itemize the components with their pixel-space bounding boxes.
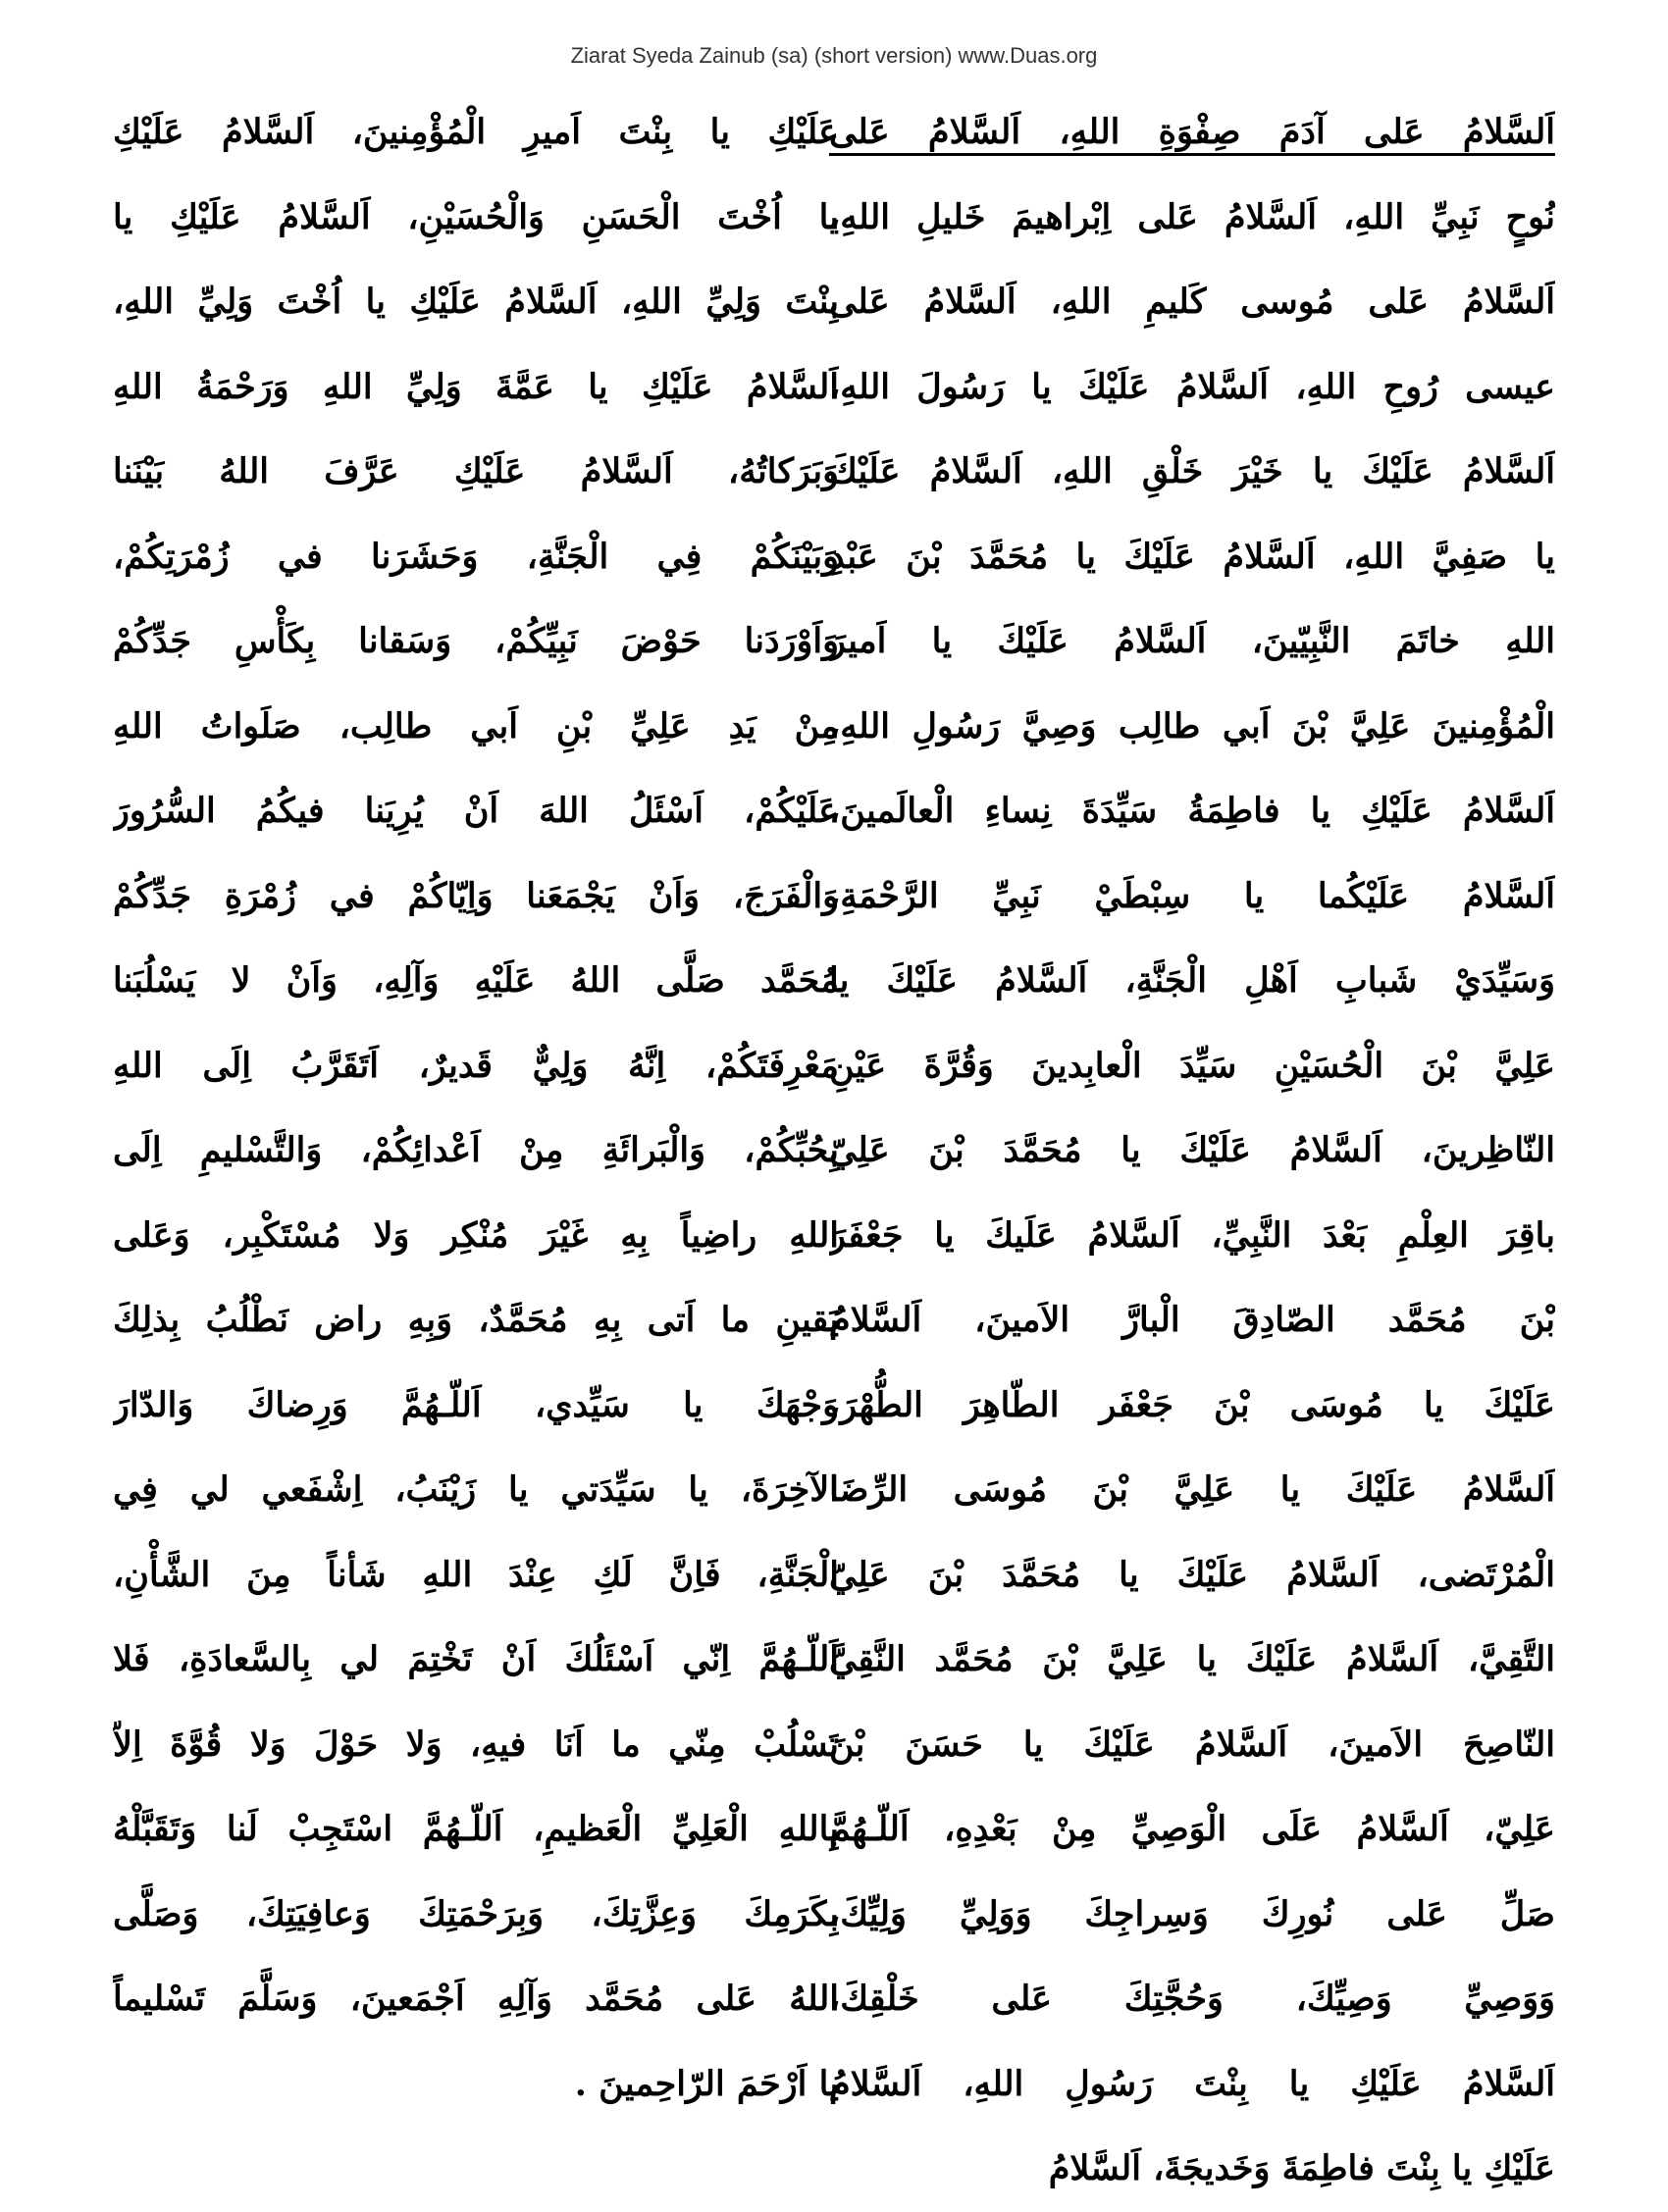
left-column-line-5 <box>113 430 839 515</box>
left-column-line-text: اَلسَّلامُ عَلَيْكِ يا عَمَّةَ وَلِيِّ اللهِ وَرَحْمَةُ اللهِ <box>113 366 839 407</box>
left-column-line-text: وَبَيْنَكُمْ فِي الْجَنَّةِ، وَحَشَرَنا في زُمْرَتِكُمْ، <box>113 536 839 577</box>
left-column-line-text: وَالْفَرَجَ، وَاَنْ يَجْمَعَنا وَاِيّاكُمْ في زُمْرَةِ جَدِّكُمْ <box>113 875 839 916</box>
right-column-line-text: عَلِيَّ بْنَ الْحُسَيْنِ سَيِّدَ الْعابِدينَ وَقُرَّةَ عَيْنِ <box>829 1045 1555 1086</box>
right-column-line-text: اَلسَّلامُ عَلى مُوسى كَليمِ اللهِ، اَلسَّلامُ عَلى <box>829 282 1555 322</box>
right-column-line-14 <box>829 1194 1555 1279</box>
left-column-line-12 <box>113 1024 839 1109</box>
right-column-line-5 <box>829 430 1555 515</box>
right-column-line-text: وَسَيِّدَيْ شَبابِ اَهْلِ الْجَنَّةِ، اَلسَّلامُ عَلَيْكَ يا <box>829 960 1555 1001</box>
left-column-line-9 <box>113 769 839 854</box>
left-column-line-text: مِنْ يَدِ عَلِيِّ بْنِ اَبي طالِب، صَلَواتُ اللهِ <box>113 705 839 746</box>
left-column-line-1 <box>113 90 839 176</box>
left-column-line-6 <box>113 515 839 600</box>
right-column-line-text: الْمُؤْمِنينَ عَلِيَّ بْنَ اَبي طالِب وَصِيَّ رَسُولِ اللهِ، <box>829 705 1555 746</box>
right-column-line-text: عَلِيّ، اَلسَّلامُ عَلَى الْوَصِيِّ مِنْ بَعْدِهِ، اَللّـهُمَّ <box>829 1809 1555 1849</box>
right-column-line-text: اَلسَّلامُ عَلَيْكِ يا فاطِمَةُ سَيِّدَةَ نِساءِ الْعالَمينَ، <box>829 791 1555 831</box>
right-column-line-19 <box>829 1618 1555 1703</box>
left-column-line-23 <box>113 1957 839 2042</box>
right-column <box>829 90 1555 2212</box>
left-column-line-22 <box>113 1873 839 1958</box>
left-column-line-text: مَعْرِفَتَكُمْ، اِنَّهُ وَلِيٌّ قَديرٌ، اَتَقَرَّبُ اِلَى اللهِ <box>113 1045 839 1086</box>
left-column-line-2 <box>113 176 839 261</box>
left-column-line-15 <box>113 1278 839 1363</box>
left-column-line-7 <box>113 599 839 685</box>
left-column-line-text: وَجْهَكَ يا سَيِّدي، اَللّـهُمَّ وَرِضاكَ وَالدّارَ <box>113 1384 839 1425</box>
left-column-line-text: بِاللهِ الْعَلِيِّ الْعَظيمِ، اَللّـهُمَّ اسْتَجِبْ لَنا وَتَقَبَّلْهُ <box>113 1809 839 1849</box>
right-column-line-text: بْنَ مُحَمَّد الصّادِقَ الْبارَّ الاَمينَ، اَلسَّلامُ <box>829 1300 1555 1340</box>
left-column-line-text: تَسْلُبْ مِنّي ما اَنَا فيهِ، وَلا حَوْلَ وَلا قُوَّةَ اِلاّ <box>113 1723 839 1765</box>
right-column-line-9 <box>829 769 1555 854</box>
left-column-line-text: عَلَيْكُمْ، اَسْئَلُ اللهَ اَنْ يُرِيَنا فيكُمُ السُّرُورَ <box>113 791 839 831</box>
right-column-line-18 <box>829 1533 1555 1619</box>
left-column-line-21 <box>113 1787 839 1873</box>
left-column-line-8 <box>113 685 839 770</box>
right-column-line-text: الْمُرْتَضى، اَلسَّلامُ عَلَيْكَ يا مُحَمَّدَ بْنَ عَلِيّ <box>829 1554 1555 1595</box>
left-column-line-text: يَقينِ ما اَتى بِهِ مُحَمَّدٌ، وَبِهِ راض نَطْلُبُ بِذلِكَ <box>113 1300 839 1340</box>
right-column-line-text: يا صَفِيَّ اللهِ، اَلسَّلامُ عَلَيْكَ يا مُحَمَّدَ بْنَ عَبْدِ <box>829 536 1555 577</box>
right-column-line-text: التَّقِيَّ، اَلسَّلامُ عَلَيْكَ يا عَلِيَّ بْنَ مُحَمَّد النَّقِيَّ <box>829 1639 1555 1679</box>
right-column-line-4 <box>829 345 1555 431</box>
right-column-line-text: اَلسَّلامُ عَلَيْكَ يا عَلِيَّ بْنَ مُوسَى الرِّضَا <box>829 1469 1555 1510</box>
right-column-line-22 <box>829 1873 1555 1958</box>
right-column-line-8 <box>829 685 1555 770</box>
right-column-line-12 <box>829 1024 1555 1109</box>
page-header: Ziarat Syeda Zainub (sa) (short version) www.Duas.org <box>570 43 1098 68</box>
right-column-line-20 <box>829 1703 1555 1788</box>
right-column-line-2 <box>829 176 1555 261</box>
left-column-line-text: وَبَرَكاتُهُ، اَلسَّلامُ عَلَيْكِ عَرَّفَ اللهُ بَيْنَنا <box>113 451 839 491</box>
right-column-line-11 <box>829 939 1555 1024</box>
left-column-line-3 <box>113 260 839 345</box>
left-column-line-14 <box>113 1194 839 1279</box>
right-column-line-text: عَلَيْكَ يا مُوسَى بْنَ جَعْفَر الطّاهِرَ الطُّهْرَ، <box>829 1384 1555 1425</box>
left-column-line-text: اللهِ راضِياً بِهِ غَيْرَ مُنْكِر وَلا مُسْتَكْبِر، وَعَلى <box>113 1214 839 1256</box>
right-column-line-3 <box>829 260 1555 345</box>
right-column-line-text: صَلِّ عَلى نُورِكَ وَسِراجِكَ وَوَلِيِّ وَلِيِّكَ، <box>829 1893 1555 1934</box>
left-column-line-text: عَلَيْكِ يا بِنْتَ اَميرِ الْمُؤْمِنينَ، اَلسَّلامُ عَلَيْكِ <box>113 112 839 152</box>
right-column-line-text: وَوَصِيِّ وَصِيِّكَ، وَحُجَّتِكَ عَلى خَلْقِكَ، <box>829 1979 1555 2019</box>
left-column-line-text: اللهُ عَلى مُحَمَّد وَآلِهِ اَجْمَعينَ، وَسَلَّمَ تَسْليماً <box>113 1979 839 2019</box>
left-column-line-text: بِنْتَ وَلِيِّ اللهِ، اَلسَّلامُ عَلَيْكِ يا اُخْتَ وَلِيِّ اللهِ، <box>113 282 839 322</box>
right-column-line-text: اَلسَّلامُ عَلَيْكَ يا خَيْرَ خَلْقِ اللهِ، اَلسَّلامُ عَلَيْكَ <box>829 451 1555 491</box>
left-column-line-20 <box>113 1703 839 1788</box>
right-column-line-10 <box>829 854 1555 940</box>
right-column-line-24 <box>829 2042 1555 2128</box>
left-column-line-text: بِحُبِّكُمْ، وَالْبَرائَةِ مِنْ اَعْدائِكُمْ، وَالتَّسْليمِ اِلَى <box>113 1130 839 1170</box>
right-column-line-15 <box>829 1278 1555 1363</box>
right-column-line-6 <box>829 515 1555 600</box>
right-column-line-25 <box>829 2127 1555 2212</box>
right-column-line-text: النّاظِرينَ، اَلسَّلامُ عَلَيْكَ يا مُحَمَّدَ بْنَ عَلِيّ <box>829 1130 1555 1170</box>
right-column-line-text: النّاصِحَ الاَمينَ، اَلسَّلامُ عَلَيْكَ يا حَسَنَ بْنَ <box>829 1723 1555 1765</box>
right-column-line-21 <box>829 1787 1555 1873</box>
right-column-line-text: اللهِ خاتَمَ النَّبِيّينَ، اَلسَّلامُ عَلَيْكَ يا اَميرَ <box>829 621 1555 661</box>
left-column-line-text: الآخِرَةَ، يا سَيِّدَتي يا زَيْنَبُ، اِشْفَعي لي فِي <box>113 1469 839 1510</box>
left-column-line-text: بِكَرَمِكَ وَعِزَّتِكَ، وَبِرَحْمَتِكَ وَعافِيَتِكَ، وَصَلَّى <box>113 1893 839 1934</box>
left-column-line-18 <box>113 1533 839 1619</box>
left-column-line-13 <box>113 1108 839 1194</box>
right-column-line-17 <box>829 1448 1555 1533</box>
left-column-line-17 <box>113 1448 839 1533</box>
left-column-line-text: مُحَمَّد صَلَّى اللهُ عَلَيْهِ وَآلِهِ، وَاَنْ لا يَسْلُبَنا <box>113 960 839 1001</box>
right-column-line-16 <box>829 1363 1555 1449</box>
right-column-line-13 <box>829 1108 1555 1194</box>
right-column-line-7 <box>829 599 1555 685</box>
right-column-line-text: نُوحٍ نَبِيِّ اللهِ، اَلسَّلامُ عَلى اِبْراهيمَ خَليلِ اللهِ، <box>829 196 1555 237</box>
right-column-line-23 <box>829 1957 1555 2042</box>
left-column-line-text: يا اَرْحَمَ الرّاحِمينَ . <box>574 2063 839 2104</box>
right-column-line-text: عَلَيْكِ يا بِنْتَ فاطِمَةَ وَخَديجَةَ، اَلسَّلامُ <box>1048 2148 1555 2188</box>
left-column-line-16 <box>113 1363 839 1449</box>
left-column <box>113 90 839 2127</box>
left-column-line-4 <box>113 345 839 431</box>
left-column-line-text: وَاَوْرَدَنا حَوْضَ نَبِيِّكُمْ، وَسَقانا بِكَأْسِ جَدِّكُمْ <box>113 621 839 661</box>
right-column-line-text: اَلسَّلامُ عَلَيْكِ يا بِنْتَ رَسُولِ اللهِ، اَلسَّلامُ <box>829 2063 1555 2104</box>
left-column-line-19 <box>113 1618 839 1703</box>
left-column-line-text: الْجَنَّةِ، فَاِنَّ لَكِ عِنْدَ اللهِ شَأناً مِنَ الشَّأْنِ، <box>113 1554 839 1595</box>
right-column-line-text: اَلسَّلامُ عَلَيْكُما يا سِبْطَيْ نَبِيِّ الرَّحْمَةِ، <box>829 875 1555 916</box>
left-column-line-24 <box>113 2042 839 2128</box>
left-column-line-10 <box>113 854 839 940</box>
right-column-line-text: اَلسَّلامُ عَلى آدَمَ صِفْوَةِ اللهِ، اَلسَّلامُ عَلى <box>829 112 1555 152</box>
left-column-line-text: اَللّـهُمَّ اِنّي اَسْئَلُكَ اَنْ تَخْتِمَ لي بِالسَّعادَةِ، فَلا <box>113 1639 839 1679</box>
left-column-line-11 <box>113 939 839 1024</box>
right-column-line-1 <box>829 90 1555 176</box>
left-column-line-text: يا اُخْتَ الْحَسَنِ وَالْحُسَيْنِ، اَلسَّلامُ عَلَيْكِ يا <box>113 196 839 237</box>
right-column-line-text: عيسى رُوحِ اللهِ، اَلسَّلامُ عَلَيْكَ يا رَسُولَ اللهِ، <box>829 366 1555 407</box>
right-column-line-text: باقِرَ العِلْمِ بَعْدَ النَّبِيِّ، اَلسَّلامُ عَلَيكَ يا جَعْفَرَ <box>829 1214 1555 1256</box>
